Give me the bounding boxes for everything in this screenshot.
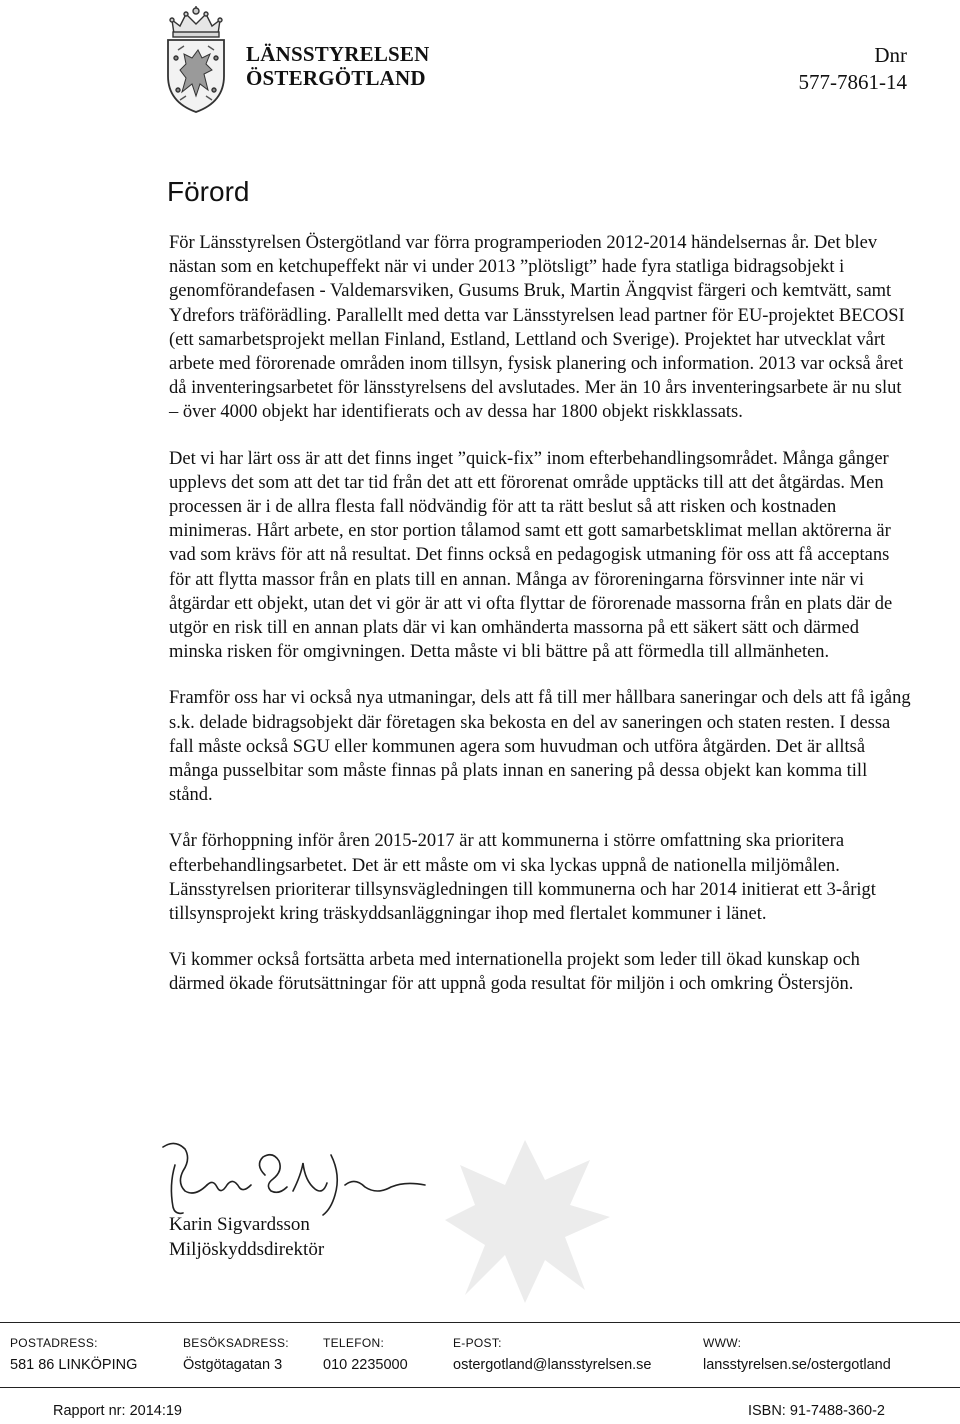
- organization-name: [246, 42, 430, 90]
- dnr-value: 577-7861-14: [798, 70, 907, 94]
- document-number: [799, 42, 908, 96]
- coat-of-arms-logo: [160, 4, 232, 114]
- epost-label: E-POST:: [453, 1336, 502, 1350]
- footer-www: [703, 1336, 891, 1374]
- preface-body: [169, 231, 911, 1019]
- paragraph: Vi kommer också fortsätta arbeta med internationella projekt som leder till ökad kunskap och därmed ökade förutsättningar för att uppnå goda resultat för miljön i och omkring Östersjön.: [169, 950, 860, 995]
- griffin-watermark-icon: [405, 1125, 635, 1305]
- dnr-label: Dnr: [874, 43, 907, 67]
- footer-divider-top: [0, 1322, 960, 1323]
- telefon-value: 010 2235000: [323, 1357, 408, 1373]
- org-name-line-2: ÖSTERGÖTLAND: [246, 66, 426, 90]
- telefon-label: TELEFON:: [323, 1336, 385, 1350]
- footer-telefon: [323, 1336, 408, 1374]
- page-title: Förord: [167, 176, 250, 207]
- org-name-line-1: LÄNSSTYRELSEN: [246, 42, 430, 66]
- signer-name: Karin Sigvardsson: [169, 1214, 310, 1235]
- epost-value[interactable]: ostergotland@lansstyrelsen.se: [453, 1357, 652, 1373]
- postadress-label: POSTADRESS:: [10, 1336, 98, 1350]
- footer-besoksadress: [183, 1336, 289, 1374]
- footer-divider-bottom: [0, 1387, 960, 1388]
- report-number: Rapport nr: 2014:19: [53, 1403, 182, 1419]
- signer-block: [169, 1212, 324, 1262]
- footer-postadress: [10, 1336, 137, 1374]
- www-value[interactable]: lansstyrelsen.se/ostergotland: [703, 1357, 891, 1373]
- paragraph: Framför oss har vi också nya utmaningar, dels att få till mer hållbara saneringar och dels att få igång s.k. delade bidragsobjekt där företagen ska bekosta en del av saneringen och staten resten. I dessa fall måste också SGU eller kommunen agera som huvudman och utföra åtgärden. Det är alltså många pusselbitar som måste finnas på plats innan en sanering på dessa objekt kan komma till stånd.: [169, 688, 911, 806]
- postadress-value: 581 86 LINKÖPING: [10, 1357, 138, 1373]
- besoksadress-label: BESÖKSADRESS:: [183, 1336, 289, 1350]
- paragraph: Vår förhoppning inför åren 2015-2017 är att kommunerna i större omfattning ska prioritera efterbehandlingsarbetet. Det är ett måste om vi ska lyckas uppnå de nationella miljömålen. Länsstyrelsen prioriterar tillsynsvägledningen till kommunerna och har 2014 initierat ett 3-årigt tillsynsprojekt kring träskyddsanläggningar ihop med flertalet kommuner i länet.: [169, 831, 876, 925]
- isbn: ISBN: 91-7488-360-2: [747, 1403, 885, 1419]
- paragraph: Det vi har lärt oss är att det finns inget ”quick-fix” inom efterbehandlingsområdet. Många gånger upplevs det som att det tar tid från det att ett förorenat område upptäcks till att det åtgärdas. Men processen är i de allra flesta fall nödvändig för att ta rätt beslut så att risken och kostnaden minimeras. Hårt arbete, en stor portion tålamod samt ett gott samarbetsklimat mellan aktörerna är vad som krävs för att nå resultat. Det finns också en pedagogisk utmaning för oss att få acceptans för att flytta massor från en plats till en annan. Många av föroreningarna försvinner inte när vi åtgärdar ett objekt, utan det vi gör är att vi ofta flyttar de förorenade massorna från en plats där de utgör en risk till en annan plats där vi kan omhänderta massorna på ett säkert sätt och därmed minska risken för omgivningen. Detta måste vi bli bättre på att förmedla till allmänheten.: [169, 448, 893, 663]
- footer-epost: [453, 1336, 652, 1374]
- signer-role: Miljöskyddsdirektör: [169, 1239, 325, 1260]
- besoksadress-value: Östgötagatan 3: [183, 1357, 283, 1373]
- paragraph: För Länsstyrelsen Östergötland var förra programperioden 2012-2014 händelsernas år. Det blev nästan som en ketchupeffekt när vi under 2013 ”plötsligt” hade fyra statliga bidragsobjekt i genomförandefasen - Valdemarsviken, Gusums Bruk, Martin Ängqvist färgeri och kemtvätt, samt Ydrefors träförädling. Parallellt med detta var Länsstyrelsen lead partner för EU-projektet BECOSI (ett samarbetsprojekt mellan Finland, Estland, Lettland och Sverige). Projektet har utvecklat vårt arbete med förorenade områden inom tillsyn, fysisk planering och information. 2013 var också året då inventeringsarbetet för länsstyrelsens del avslutades. Mer än 10 års inventeringsarbete är nu slut – över 4000 objekt har identifierats och av dessa har 1800 objekt riskklassats.: [169, 233, 905, 423]
- www-label: WWW:: [703, 1336, 742, 1350]
